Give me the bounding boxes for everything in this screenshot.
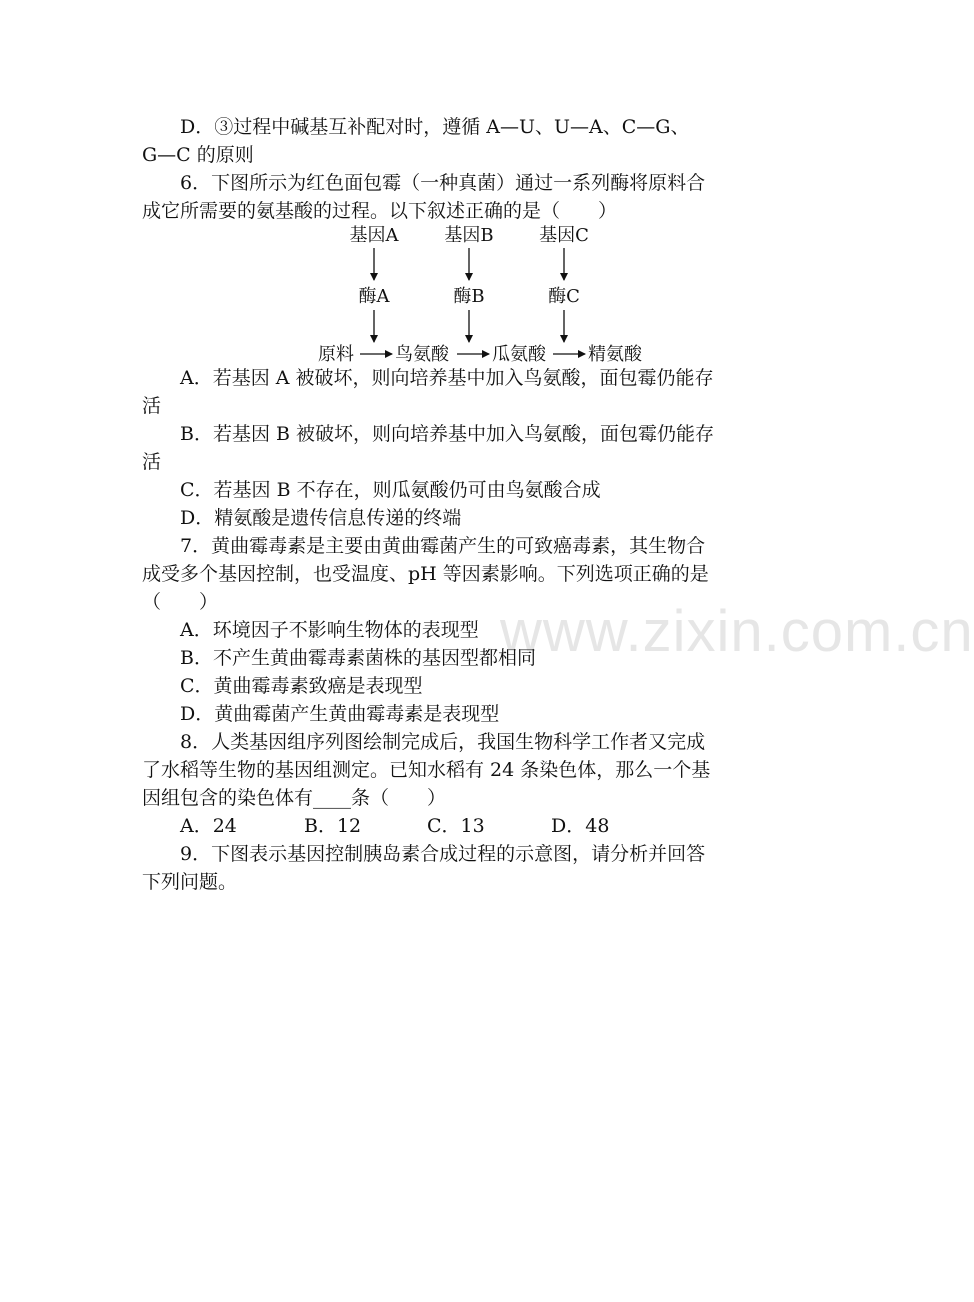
q7-option-c: C．黄曲霉毒素致癌是表现型: [180, 675, 423, 697]
q6-option-b-line1: B．若基因 B 被破坏，则向培养基中加入鸟氨酸，面包霉仍能存: [180, 423, 715, 445]
enzyme-a-label: 酶A: [358, 286, 390, 307]
enzyme-c-label: 酶C: [548, 286, 580, 307]
q6-option-d: D．精氨酸是遗传信息传递的终端: [180, 507, 462, 529]
q8-stem-line1: 8．人类基因组序列图绘制完成后，我国生物科学工作者又完成: [180, 731, 706, 753]
q7-option-b: B．不产生黄曲霉毒素菌株的基因型都相同: [180, 647, 536, 669]
q6-option-a-line2: 活: [142, 395, 162, 417]
q7-option-a: A．环境因子不影响生物体的表现型: [180, 619, 479, 641]
q9-stem-line1: 9．下图表示基因控制胰岛素合成过程的示意图，请分析并回答: [180, 843, 706, 865]
watermark: www.zixin.com.cn: [500, 599, 974, 664]
q6-stem-line1: 6．下图所示为红色面包霉（一种真菌）通过一系列酶将原料合: [180, 172, 706, 194]
q8-option-a: A．24: [180, 815, 237, 837]
q8-option-d: D．48: [551, 815, 610, 837]
q7-option-d: D．黄曲霉菌产生黄曲霉毒素是表现型: [180, 703, 500, 725]
q9-stem-line2: 下列问题。: [142, 871, 238, 893]
pathway-arginine: 精氨酸: [588, 344, 642, 365]
q6-stem-line2: 成它所需要的氨基酸的过程。以下叙述正确的是（ ）: [142, 200, 618, 222]
q8-stem-line2: 了水稻等生物的基因组测定。已知水稻有 24 条染色体，那么一个基: [142, 759, 711, 781]
pathway-raw-material: 原料: [318, 344, 354, 365]
q8-stem-line3: 因组包含的染色体有____条（ ）: [142, 787, 447, 809]
q8-option-b: B．12: [304, 815, 362, 837]
q7-stem-line3: （ ）: [142, 591, 219, 613]
gene-a-label: 基因A: [349, 225, 399, 246]
q6-option-a-line1: A．若基因 A 被破坏，则向培养基中加入鸟氨酸，面包霉仍能存: [180, 367, 714, 389]
gene-c-label: 基因C: [539, 225, 589, 246]
gene-b-label: 基因B: [444, 225, 494, 246]
q6-option-c: C．若基因 B 不存在，则瓜氨酸仍可由鸟氨酸合成: [180, 479, 601, 501]
pathway-citrulline: 瓜氨酸: [492, 344, 546, 365]
enzyme-b-label: 酶B: [453, 286, 485, 307]
q5-option-d-line1: D．③过程中碱基互补配对时，遵循 A—U、U—A、C—G、: [180, 116, 690, 138]
q8-option-c: C．13: [427, 815, 485, 837]
q6-option-b-line2: 活: [142, 451, 162, 473]
q7-stem-line1: 7．黄曲霉毒素是主要由黄曲霉菌产生的可致癌毒素，其生物合: [180, 535, 706, 557]
pathway-diagram: [300, 218, 660, 368]
q7-stem-line2: 成受多个基因控制，也受温度、pH 等因素影响。下列选项正确的是: [142, 563, 709, 585]
pathway-ornithine: 鸟氨酸: [395, 344, 449, 365]
q5-option-d-line2: G—C 的原则: [142, 144, 254, 166]
